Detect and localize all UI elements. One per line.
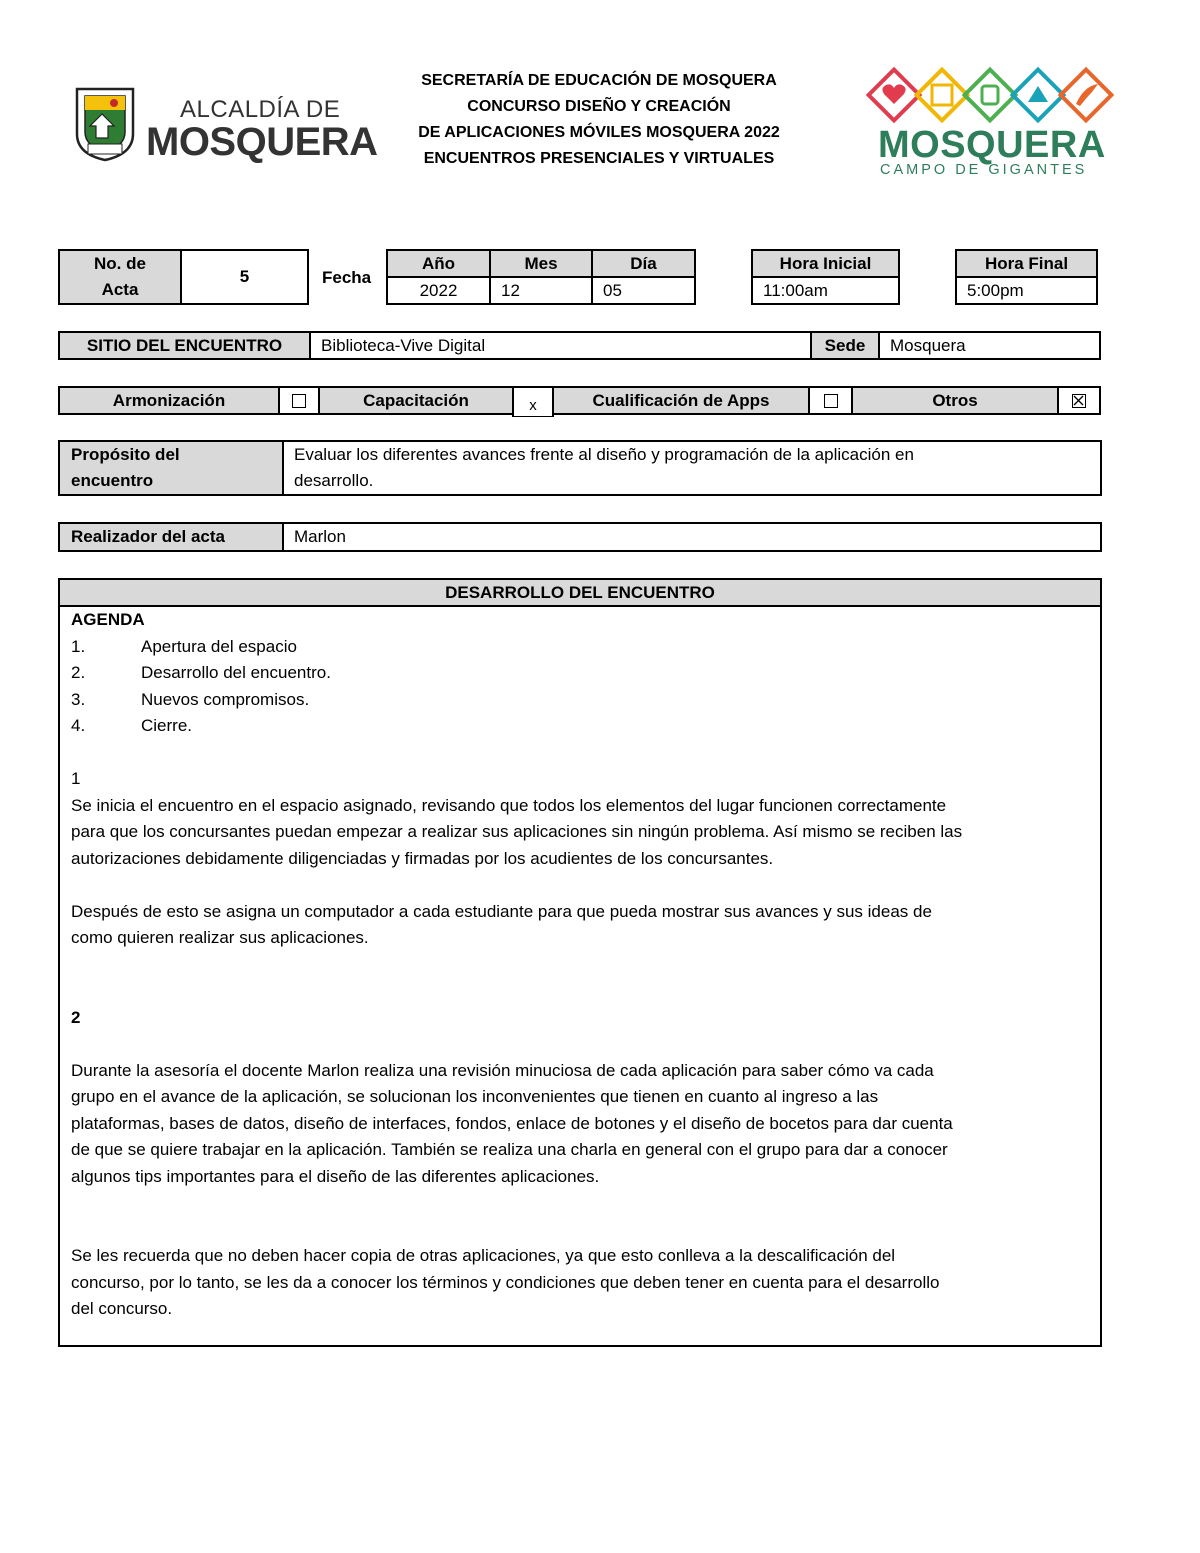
section-3-line: del concurso. xyxy=(71,1299,173,1318)
agenda-item xyxy=(71,634,1096,661)
capacitacion-mark-cell[interactable] xyxy=(512,386,554,417)
agenda-heading: AGENDA xyxy=(71,610,145,629)
agenda-item-text: Nuevos compromisos. xyxy=(141,689,310,709)
acta-number-value: 5 xyxy=(180,249,309,305)
brand-diamonds-icon xyxy=(866,66,1116,124)
mes-value: 12 xyxy=(489,276,593,305)
agenda-list xyxy=(71,634,1096,740)
cualificacion-checkbox-cell[interactable] xyxy=(808,386,853,415)
section-2-line: de que se quiere trabajar en la aplicación. También se realiza una charla en general con el grupo para dar a conocer xyxy=(71,1140,948,1159)
alcaldia-logo-line2: MOSQUERA xyxy=(146,120,378,164)
agenda-item xyxy=(71,713,1096,740)
section-3-line: Se les recuerda que no deben hacer copia de otras aplicaciones, ya que esto conlleva a la descalificación del xyxy=(71,1246,896,1265)
acta-label-line2: Acta xyxy=(101,280,139,299)
blank-line xyxy=(71,1031,1096,1058)
realizador-label: Realizador del acta xyxy=(58,522,284,552)
section-2-line: grupo en el avance de la aplicación, se solucionan los inconvenientes que tienen en cuanto al ingreso a las xyxy=(71,1087,879,1106)
section-1b-line: como quieren realizar sus aplicaciones. xyxy=(71,928,369,947)
section-1-line: autorizaciones debidamente diligenciadas y firmadas por los acudientes de los concursantes. xyxy=(71,848,774,868)
otros-label: Otros xyxy=(851,386,1059,415)
proposito-label xyxy=(58,440,284,496)
coat-of-arms-icon xyxy=(74,86,136,162)
desarrollo-content xyxy=(71,607,1096,1323)
brand-logo-tagline: CAMPO DE GIGANTES xyxy=(880,162,1088,178)
cualificacion-checkbox[interactable] xyxy=(824,394,838,408)
proposito-value xyxy=(282,440,1102,496)
proposito-value-line2: desarrollo. xyxy=(294,471,374,490)
agenda-item-text: Apertura del espacio xyxy=(141,636,297,656)
title-line: DE APLICACIONES MÓVILES MOSQUERA 2022 xyxy=(418,124,780,141)
capacitacion-mark: x xyxy=(529,396,537,414)
armonizacion-checkbox-cell[interactable] xyxy=(278,386,320,415)
blank-line xyxy=(71,1217,1096,1244)
section-2-line: algunos tips importantes para el diseño de las diferentes aplicaciones. xyxy=(71,1166,600,1186)
agenda-item-text: Cierre. xyxy=(141,716,193,735)
checkbox-x-icon xyxy=(1073,395,1084,406)
brand-logo-name: MOSQUERA xyxy=(878,124,1106,166)
mosquera-brand-logo xyxy=(866,66,1116,178)
section-2-number: 2 xyxy=(71,1007,81,1027)
sitio-label: SITIO DEL ENCUENTRO xyxy=(58,331,311,360)
section-3-line: concurso, por lo tanto, se les da a conocer los términos y condiciones que deben tener en cuenta para el desarrollo xyxy=(71,1272,940,1292)
agenda-item-number: 2. xyxy=(71,663,86,682)
agenda-item xyxy=(71,660,1096,687)
blank-line xyxy=(71,740,1096,767)
section-2-line: plataformas, bases de datos, diseño de interfaces, fondos, enlace de botones y el diseño de bocetos para dar cuenta xyxy=(71,1113,953,1133)
armonizacion-checkbox[interactable] xyxy=(292,394,306,408)
section-2-line: Durante la asesoría el docente Marlon realiza una revisión minuciosa de cada aplicación para saber cómo va cada xyxy=(71,1060,934,1080)
blank-line xyxy=(71,872,1096,899)
anio-value: 2022 xyxy=(386,276,491,305)
sede-value: Mosquera xyxy=(878,331,1101,360)
alcaldia-logo xyxy=(74,86,378,164)
title-line: SECRETARÍA DE EDUCACIÓN DE MOSQUERA xyxy=(421,72,777,89)
hora-final-value: 5:00pm xyxy=(955,276,1098,305)
armonizacion-label: Armonización xyxy=(58,386,280,415)
dia-header: Día xyxy=(591,249,696,278)
capacitacion-label: Capacitación xyxy=(318,386,514,415)
otros-checkbox-checked[interactable] xyxy=(1072,394,1086,408)
agenda-item-number: 1. xyxy=(71,636,86,656)
fecha-label: Fecha xyxy=(322,268,372,287)
cualificacion-label: Cualificación de Apps xyxy=(552,386,810,415)
section-1-line: Se inicia el encuentro en el espacio asignado, revisando que todos los elementos del lugar funcionen correctamente xyxy=(71,795,947,815)
title-line: CONCURSO DISEÑO Y CREACIÓN xyxy=(467,98,731,115)
blank-line xyxy=(71,1190,1096,1217)
agenda-item-number: 3. xyxy=(71,689,86,709)
title-line: ENCUENTROS PRESENCIALES Y VIRTUALES xyxy=(423,150,775,167)
proposito-label-line2: encuentro xyxy=(71,471,154,490)
hora-inicial-value: 11:00am xyxy=(751,276,900,305)
hora-final-header: Hora Final xyxy=(955,249,1098,278)
mes-header: Mes xyxy=(489,249,593,278)
agenda-item xyxy=(71,687,1096,714)
section-1-line: para que los concursantes puedan empezar a realizar sus aplicaciones sin ningún problema. Así mismo se reciben las xyxy=(71,822,963,841)
agenda-item-number: 4. xyxy=(71,716,86,735)
section-1-number: 1 xyxy=(71,769,81,788)
dia-value: 05 xyxy=(591,276,696,305)
acta-label-line1: No. de xyxy=(94,254,146,273)
realizador-value: Marlon xyxy=(282,522,1102,552)
desarrollo-title: DESARROLLO DEL ENCUENTRO xyxy=(58,578,1102,607)
proposito-value-line1: Evaluar los diferentes avances frente al diseño y programación de la aplicación en xyxy=(294,445,914,464)
acta-number-label xyxy=(58,249,182,305)
anio-header: Año xyxy=(386,249,491,278)
alcaldia-logo-line1: ALCALDÍA DE xyxy=(180,96,341,123)
otros-checkbox-cell[interactable] xyxy=(1057,386,1101,415)
blank-line xyxy=(71,978,1096,1005)
document-title xyxy=(370,68,828,172)
blank-line xyxy=(71,952,1096,979)
proposito-label-line1: Propósito del xyxy=(71,445,180,464)
hora-inicial-header: Hora Inicial xyxy=(751,249,900,278)
section-1b-line: Después de esto se asigna un computador a cada estudiante para que pueda mostrar sus avances y sus ideas de xyxy=(71,901,932,921)
sede-label: Sede xyxy=(810,331,880,360)
sitio-value: Biblioteca-Vive Digital xyxy=(309,331,812,360)
agenda-item-text: Desarrollo del encuentro. xyxy=(141,663,331,682)
